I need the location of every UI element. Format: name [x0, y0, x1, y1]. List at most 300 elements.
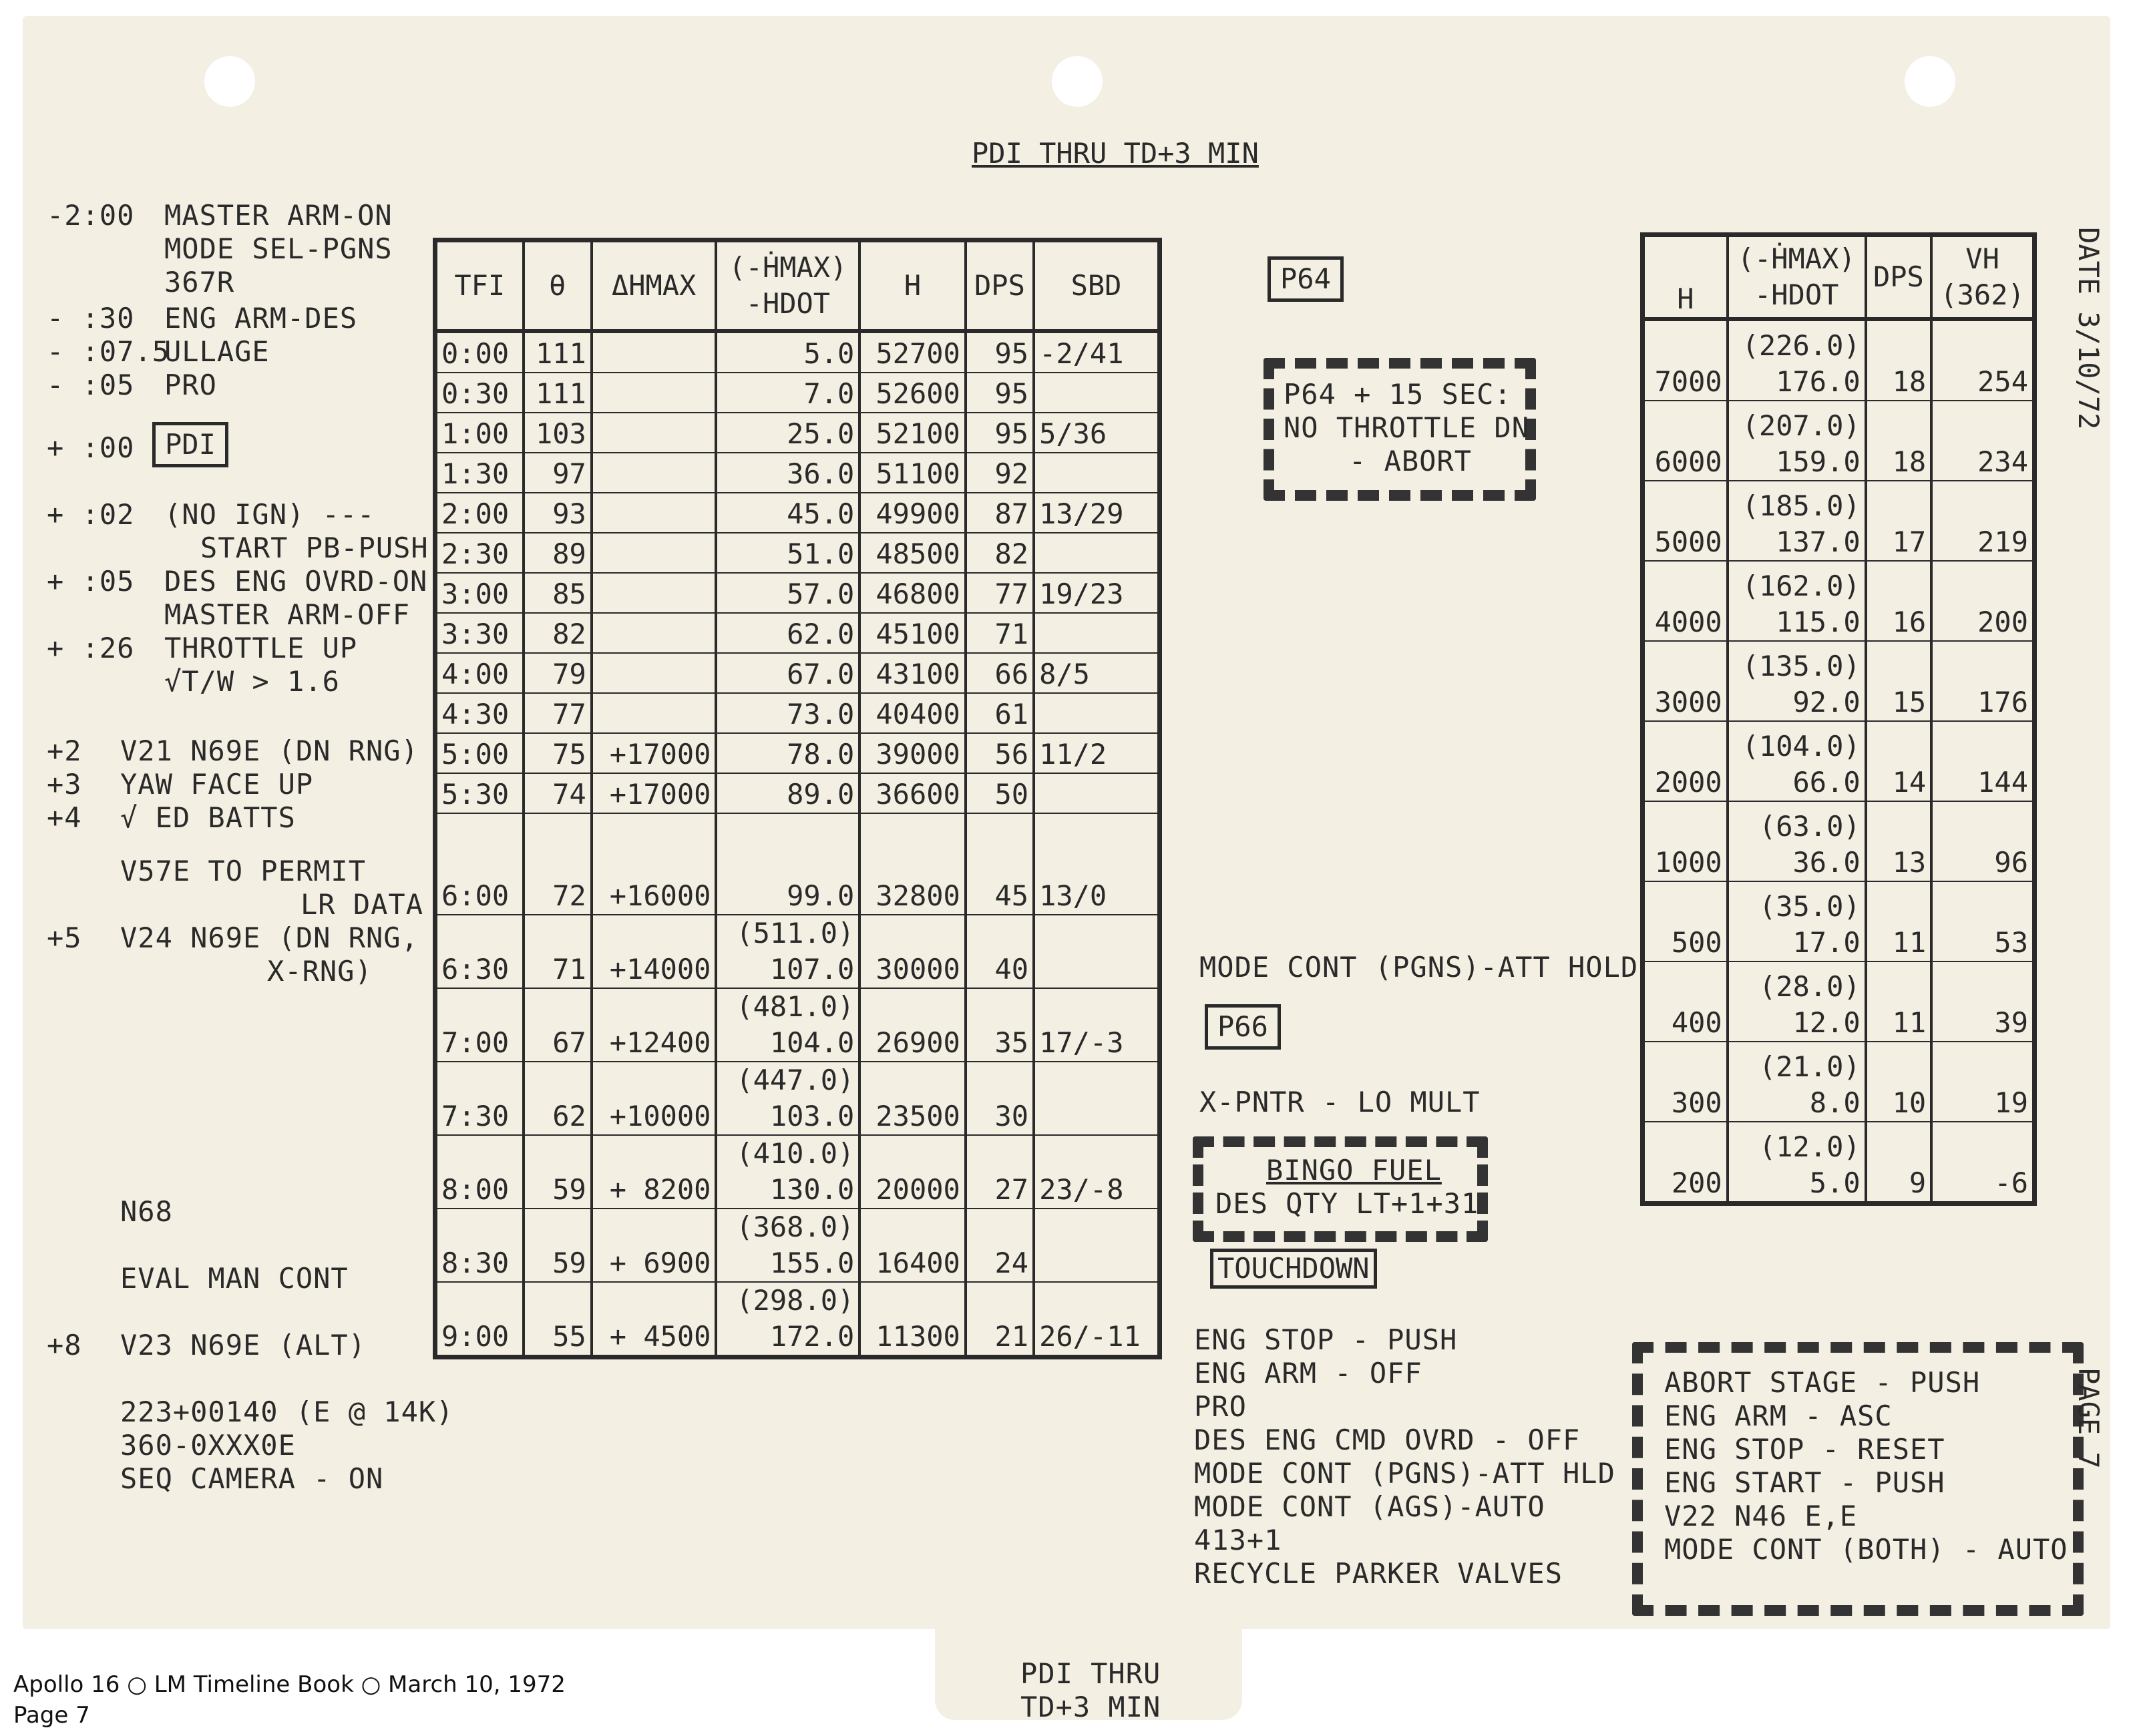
hmax-value: (162.0)	[1742, 570, 1861, 602]
dhmax-cell	[592, 453, 717, 493]
hdot-value: 12.0	[1792, 1006, 1861, 1039]
column-header: ΔHMAX	[592, 240, 717, 332]
dps-cell: 95	[966, 413, 1034, 453]
dps-cell: 40	[966, 915, 1034, 988]
hdot-cell	[716, 1209, 859, 1282]
vh-cell: 176	[1931, 641, 2034, 721]
xpntr-instruction: X-PNTR - LO MULT	[1199, 1086, 1481, 1118]
dps-cell: 10	[1866, 1042, 1931, 1122]
timeline-time: +8	[47, 1329, 82, 1361]
tfi-cell: 2:30	[435, 533, 524, 573]
hdot-value: 155.0	[769, 1247, 855, 1279]
timeline-step: (NO IGN) ---	[164, 498, 375, 531]
h-cell: 1000	[1643, 801, 1728, 881]
theta-cell: 93	[524, 493, 592, 533]
hmax-value: (21.0)	[1758, 1050, 1861, 1083]
hdot-value: 103.0	[769, 1100, 855, 1132]
dps-cell: 27	[966, 1135, 1034, 1209]
column-header: SBD	[1034, 240, 1159, 332]
tfi-cell: 3:00	[435, 573, 524, 613]
hmax-value: (28.0)	[1758, 970, 1861, 1003]
hdot-value: 17.0	[1792, 926, 1861, 959]
sbd-cell	[1034, 773, 1159, 813]
hdot-value: 130.0	[769, 1173, 855, 1206]
h-cell: 26900	[859, 988, 966, 1062]
sbd-cell	[1034, 533, 1159, 573]
vh-cell: 19	[1931, 1042, 2034, 1122]
hdot-cell	[1728, 961, 1866, 1042]
vh-cell: 254	[1931, 319, 2034, 401]
dhmax-cell: +17000	[592, 733, 717, 773]
theta-cell: 59	[524, 1209, 592, 1282]
dps-cell: 24	[966, 1209, 1034, 1282]
hdot-cell	[716, 733, 859, 773]
hdot-cell	[716, 493, 859, 533]
hdot-cell	[1728, 481, 1866, 561]
h-cell: 36600	[859, 773, 966, 813]
hdot-value: 115.0	[1776, 606, 1861, 638]
sbd-cell	[1034, 915, 1159, 988]
timeline-step: N68	[120, 1195, 173, 1228]
hdot-cell	[716, 453, 859, 493]
dps-cell: 77	[966, 573, 1034, 613]
vh-cell: 53	[1931, 881, 2034, 961]
tab-label: PDI THRU	[1020, 1657, 1161, 1690]
footer-page: Page 7	[13, 1702, 90, 1729]
h-cell: 6000	[1643, 401, 1728, 481]
dps-cell: 61	[966, 693, 1034, 733]
dps-cell: 95	[966, 331, 1034, 373]
date-label: DATE 3/10/72	[2072, 227, 2105, 430]
tfi-cell: 8:30	[435, 1209, 524, 1282]
timeline-step: MASTER ARM-ON	[164, 199, 393, 232]
p64-label: P64	[1268, 256, 1344, 302]
hmax-value: (12.0)	[1758, 1130, 1861, 1163]
tfi-cell: 0:30	[435, 373, 524, 413]
h-cell: 3000	[1643, 641, 1728, 721]
timeline-time: + :02	[47, 498, 135, 531]
hdot-cell	[1728, 561, 1866, 641]
h-cell: 16400	[859, 1209, 966, 1282]
hmax-value: (185.0)	[1742, 489, 1861, 522]
dhmax-cell	[592, 653, 717, 693]
h-cell: 40400	[859, 693, 966, 733]
h-cell: 49900	[859, 493, 966, 533]
hdot-cell	[716, 1135, 859, 1209]
table-row	[435, 1282, 1160, 1357]
timeline-time: -2:00	[47, 199, 135, 232]
table-row	[435, 915, 1160, 988]
column-header: TFI	[435, 240, 524, 332]
table-row	[435, 693, 1160, 733]
timeline-time: - :07.5	[47, 335, 170, 368]
table-row	[1643, 319, 2035, 401]
dps-cell: 66	[966, 653, 1034, 693]
h-cell: 43100	[859, 653, 966, 693]
h-cell: 4000	[1643, 561, 1728, 641]
dps-cell: 56	[966, 733, 1034, 773]
dps-cell: 16	[1866, 561, 1931, 641]
h-cell: 45100	[859, 613, 966, 653]
hdot-value: 45.0	[787, 497, 855, 530]
tab-label: TD+3 MIN	[1020, 1691, 1161, 1723]
timeline-step: THROTTLE UP	[164, 632, 358, 664]
theta-cell: 79	[524, 653, 592, 693]
vh-cell: 200	[1931, 561, 2034, 641]
theta-cell: 111	[524, 373, 592, 413]
dps-cell: 15	[1866, 641, 1931, 721]
touchdown-label: TOUCHDOWN	[1210, 1249, 1377, 1289]
vh-cell: -6	[1931, 1122, 2034, 1204]
table-row	[435, 813, 1160, 915]
binder-hole	[204, 56, 255, 107]
hmax-value: (410.0)	[736, 1137, 855, 1170]
sbd-cell	[1034, 373, 1159, 413]
tfi-cell: 6:00	[435, 813, 524, 915]
dps-cell: 18	[1866, 319, 1931, 401]
timeline-step: PRO	[164, 369, 217, 401]
tfi-cell: 4:00	[435, 653, 524, 693]
timeline-step: 223+00140 (E @ 14K)	[120, 1395, 454, 1428]
table-row	[435, 573, 1160, 613]
theta-cell: 77	[524, 693, 592, 733]
table-row	[435, 413, 1160, 453]
hdot-value: 51.0	[787, 537, 855, 570]
h-cell: 400	[1643, 961, 1728, 1042]
vh-cell: 39	[1931, 961, 2034, 1042]
sbd-cell: 17/-3	[1034, 988, 1159, 1062]
bingo-fuel-line: DES QTY LT+1+31	[1215, 1187, 1479, 1220]
table-row	[1643, 721, 2035, 801]
dps-cell: 17	[1866, 481, 1931, 561]
table-row	[435, 988, 1160, 1062]
table-row	[435, 1062, 1160, 1135]
table-row	[1643, 641, 2035, 721]
theta-cell: 67	[524, 988, 592, 1062]
theta-cell: 103	[524, 413, 592, 453]
hdot-value: 99.0	[787, 879, 855, 912]
tfi-cell: 6:30	[435, 915, 524, 988]
hdot-value: 107.0	[769, 953, 855, 986]
timeline-step: 360-0XXX0E	[120, 1429, 296, 1462]
hdot-value: 62.0	[787, 618, 855, 650]
theta-cell: 74	[524, 773, 592, 813]
h-cell: 52600	[859, 373, 966, 413]
dps-cell: 18	[1866, 401, 1931, 481]
hdot-value: 36.0	[1792, 846, 1861, 879]
timeline-time: + :00	[47, 431, 135, 464]
timeline-time: +4	[47, 801, 82, 834]
theta-cell: 71	[524, 915, 592, 988]
hmax-value: (104.0)	[1742, 730, 1861, 763]
dhmax-cell	[592, 573, 717, 613]
hdot-cell	[716, 331, 859, 373]
hdot-cell	[1728, 401, 1866, 481]
theta-cell: 82	[524, 613, 592, 653]
sbd-cell: 11/2	[1034, 733, 1159, 773]
hdot-value: 92.0	[1792, 686, 1861, 718]
sbd-cell: 8/5	[1034, 653, 1159, 693]
hdot-cell	[716, 653, 859, 693]
h-cell: 200	[1643, 1122, 1728, 1204]
vh-cell: 144	[1931, 721, 2034, 801]
hdot-cell	[716, 373, 859, 413]
dhmax-cell	[592, 493, 717, 533]
h-cell: 52700	[859, 331, 966, 373]
p66-label: P66	[1205, 1004, 1281, 1050]
post-landing-step: PRO	[1194, 1390, 1247, 1423]
dps-cell: 14	[1866, 721, 1931, 801]
hdot-value: 73.0	[787, 698, 855, 730]
hdot-cell	[716, 1062, 859, 1135]
h-cell: 11300	[859, 1282, 966, 1357]
dps-cell: 92	[966, 453, 1034, 493]
timeline-step: V24 N69E (DN RNG,	[120, 921, 419, 954]
column-header: (-ḢMAX) -HDOT	[716, 240, 859, 332]
tfi-cell: 4:30	[435, 693, 524, 733]
theta-cell: 59	[524, 1135, 592, 1209]
hdot-value: 172.0	[769, 1320, 855, 1353]
hdot-cell	[1728, 319, 1866, 401]
tfi-cell: 3:30	[435, 613, 524, 653]
hdot-value: 137.0	[1776, 525, 1861, 558]
bingo-fuel-title: BINGO FUEL	[1266, 1154, 1442, 1186]
column-header: VH (362)	[1931, 235, 2034, 320]
post-landing-step: MODE CONT (PGNS)-ATT HLD	[1194, 1457, 1615, 1490]
hdot-cell	[716, 613, 859, 653]
column-header: DPS	[1866, 235, 1931, 320]
abort-step: ENG START - PUSH	[1664, 1466, 1945, 1499]
dhmax-cell: + 4500	[592, 1282, 717, 1357]
landing-table	[1640, 232, 2037, 1206]
dps-cell: 82	[966, 533, 1034, 573]
dhmax-cell: +14000	[592, 915, 717, 988]
dps-cell: 95	[966, 373, 1034, 413]
post-landing-step: RECYCLE PARKER VALVES	[1194, 1557, 1563, 1590]
h-cell: 30000	[859, 915, 966, 988]
h-cell: 39000	[859, 733, 966, 773]
h-cell: 300	[1643, 1042, 1728, 1122]
sbd-cell: 13/29	[1034, 493, 1159, 533]
tfi-cell: 5:00	[435, 733, 524, 773]
theta-cell: 55	[524, 1282, 592, 1357]
tfi-cell: 5:30	[435, 773, 524, 813]
dps-cell: 45	[966, 813, 1034, 915]
hdot-value: 159.0	[1776, 445, 1861, 478]
hmax-value: (368.0)	[736, 1211, 855, 1243]
theta-cell: 97	[524, 453, 592, 493]
tfi-cell: 1:30	[435, 453, 524, 493]
abort-step: ABORT STAGE - PUSH	[1664, 1366, 1981, 1399]
tfi-cell: 2:00	[435, 493, 524, 533]
table-row	[435, 733, 1160, 773]
tfi-cell: 0:00	[435, 331, 524, 373]
table-row	[435, 653, 1160, 693]
sbd-cell: 19/23	[1034, 573, 1159, 613]
theta-cell: 75	[524, 733, 592, 773]
hdot-cell	[1728, 881, 1866, 961]
timeline-step: LR DATA	[301, 888, 424, 921]
hdot-cell	[716, 693, 859, 733]
theta-cell: 111	[524, 331, 592, 373]
hdot-value: 104.0	[769, 1026, 855, 1059]
dps-cell: 50	[966, 773, 1034, 813]
hdot-cell	[716, 573, 859, 613]
timeline-time: +3	[47, 768, 82, 801]
h-cell: 23500	[859, 1062, 966, 1135]
dhmax-cell: +16000	[592, 813, 717, 915]
sbd-cell: 26/-11	[1034, 1282, 1159, 1357]
dhmax-cell: +10000	[592, 1062, 717, 1135]
hdot-value: 78.0	[787, 738, 855, 771]
dhmax-cell	[592, 331, 717, 373]
hdot-cell	[1728, 641, 1866, 721]
dhmax-cell	[592, 613, 717, 653]
table-row	[435, 533, 1160, 573]
pdi-label: PDI	[152, 422, 228, 467]
table-row	[1643, 801, 2035, 881]
timeline-time: + :05	[47, 565, 135, 598]
dps-cell: 11	[1866, 881, 1931, 961]
post-landing-step: ENG STOP - PUSH	[1194, 1323, 1458, 1356]
hdot-cell	[716, 988, 859, 1062]
abort-step: MODE CONT (BOTH) - AUTO	[1664, 1533, 2068, 1566]
dps-cell: 11	[1866, 961, 1931, 1042]
hmax-value: (63.0)	[1758, 810, 1861, 843]
hdot-value: 66.0	[1792, 766, 1861, 799]
tfi-cell: 7:30	[435, 1062, 524, 1135]
sbd-cell	[1034, 453, 1159, 493]
hdot-value: 176.0	[1776, 365, 1861, 398]
timeline-time: +5	[47, 921, 82, 954]
dps-cell: 21	[966, 1282, 1034, 1357]
dps-cell: 71	[966, 613, 1034, 653]
timeline-step: V21 N69E (DN RNG)	[120, 734, 419, 767]
vh-cell: 219	[1931, 481, 2034, 561]
dps-cell: 35	[966, 988, 1034, 1062]
h-cell: 46800	[859, 573, 966, 613]
column-header: H	[859, 240, 966, 332]
table-row	[435, 331, 1160, 373]
table-row	[435, 493, 1160, 533]
timeline-step: √T/W > 1.6	[164, 665, 340, 698]
hmax-value: (481.0)	[736, 990, 855, 1023]
hdot-cell	[716, 533, 859, 573]
p64-abort-line: P64 + 15 SEC:	[1284, 378, 1512, 411]
hdot-value: 36.0	[787, 457, 855, 490]
h-cell: 7000	[1643, 319, 1728, 401]
hdot-cell	[716, 413, 859, 453]
timeline-time: + :26	[47, 632, 135, 664]
hmax-value: (511.0)	[736, 917, 855, 949]
table-row	[1643, 881, 2035, 961]
h-cell: 32800	[859, 813, 966, 915]
hdot-cell	[1728, 1122, 1866, 1204]
theta-cell: 85	[524, 573, 592, 613]
dhmax-cell: +17000	[592, 773, 717, 813]
column-header: θ	[524, 240, 592, 332]
tfi-cell: 8:00	[435, 1135, 524, 1209]
hdot-value: 57.0	[787, 578, 855, 610]
theta-cell: 89	[524, 533, 592, 573]
timeline-step: V57E TO PERMIT	[120, 855, 367, 887]
hdot-value: 7.0	[803, 377, 855, 410]
hmax-value: (226.0)	[1742, 329, 1861, 362]
footer-caption: Apollo 16 ○ LM Timeline Book ○ March 10, 1972	[13, 1671, 566, 1698]
theta-cell: 72	[524, 813, 592, 915]
column-header: DPS	[966, 240, 1034, 332]
tfi-cell: 7:00	[435, 988, 524, 1062]
hmax-value: (298.0)	[736, 1284, 855, 1317]
p64-abort-line: NO THROTTLE DN	[1284, 411, 1530, 444]
table-row	[1643, 961, 2035, 1042]
h-cell: 5000	[1643, 481, 1728, 561]
timeline-step: DES ENG OVRD-ON	[164, 565, 428, 598]
abort-step: ENG ARM - ASC	[1664, 1399, 1893, 1432]
timeline-step: X-RNG)	[267, 955, 373, 988]
h-cell: 51100	[859, 453, 966, 493]
mode-cont-att-hold: MODE CONT (PGNS)-ATT HOLD	[1199, 951, 1639, 984]
tfi-cell: 1:00	[435, 413, 524, 453]
descent-table	[433, 238, 1162, 1359]
timeline-step: √ ED BATTS	[120, 801, 296, 834]
sbd-cell: -2/41	[1034, 331, 1159, 373]
table-row	[1643, 561, 2035, 641]
page-label: PAGE 7	[2072, 1367, 2105, 1469]
abort-step: ENG STOP - RESET	[1664, 1433, 1945, 1466]
dps-cell: 30	[966, 1062, 1034, 1135]
dps-cell: 13	[1866, 801, 1931, 881]
hdot-value: 89.0	[787, 778, 855, 811]
sbd-cell	[1034, 613, 1159, 653]
timeline-time: +2	[47, 734, 82, 767]
dhmax-cell	[592, 373, 717, 413]
dhmax-cell: + 6900	[592, 1209, 717, 1282]
p64-abort-line: - ABORT	[1349, 445, 1473, 477]
dhmax-cell	[592, 533, 717, 573]
hdot-value: 67.0	[787, 658, 855, 690]
abort-step: V22 N46 E,E	[1664, 1500, 1858, 1532]
post-landing-step: 413+1	[1194, 1524, 1282, 1556]
dhmax-cell	[592, 413, 717, 453]
timeline-step: MODE SEL-PGNS	[164, 232, 393, 265]
dhmax-cell: +12400	[592, 988, 717, 1062]
dps-cell: 87	[966, 493, 1034, 533]
sbd-cell: 13/0	[1034, 813, 1159, 915]
hdot-cell	[1728, 1042, 1866, 1122]
hdot-cell	[716, 773, 859, 813]
hdot-cell	[716, 915, 859, 988]
table-row	[435, 453, 1160, 493]
vh-cell: 234	[1931, 401, 2034, 481]
post-landing-step: ENG ARM - OFF	[1194, 1357, 1422, 1389]
sbd-cell: 23/-8	[1034, 1135, 1159, 1209]
hdot-value: 8.0	[1809, 1086, 1861, 1119]
binder-hole	[1905, 56, 1955, 107]
table-row	[1643, 1122, 2035, 1204]
hmax-value: (135.0)	[1742, 650, 1861, 682]
theta-cell: 62	[524, 1062, 592, 1135]
timeline-step: YAW FACE UP	[120, 768, 314, 801]
hdot-cell	[1728, 801, 1866, 881]
timeline-step: EVAL MAN CONT	[120, 1262, 349, 1295]
column-header: H	[1643, 235, 1728, 320]
table-row	[435, 373, 1160, 413]
h-cell: 20000	[859, 1135, 966, 1209]
dhmax-cell	[592, 693, 717, 733]
timeline-step: ENG ARM-DES	[164, 302, 358, 335]
hdot-value: 25.0	[787, 417, 855, 450]
